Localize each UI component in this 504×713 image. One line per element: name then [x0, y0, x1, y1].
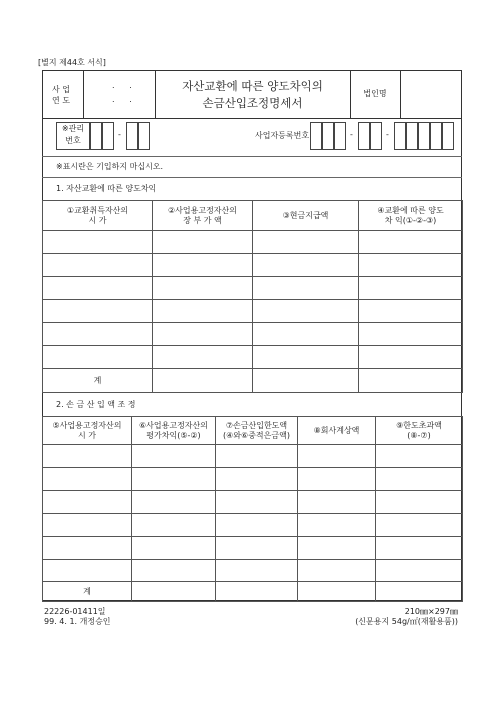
section1-header-row [43, 201, 463, 231]
col-header-6: ⑥사업용고정자산의 평가차익(⑤-②) [132, 417, 216, 445]
header-divider [83, 70, 84, 118]
col-header-9: ⑨한도초과액 (⑧-⑦) [376, 417, 463, 445]
section1-total-row [43, 369, 463, 393]
notice-text: ※표시란은 기입하지 마십시오. [56, 162, 164, 171]
table-row [43, 560, 463, 582]
mgmt-number-cell[interactable] [90, 122, 102, 150]
biz-reg-cell[interactable] [370, 122, 382, 150]
total-label: 계 [43, 582, 132, 602]
dash: - [386, 130, 389, 139]
divider [42, 177, 462, 178]
col-header-2: ②사업용고정자산의 장 부 가 액 [153, 201, 253, 231]
corp-name-field[interactable] [401, 71, 461, 118]
col-header-4: ④교환에 따른 양도 차 익(①-②-③) [359, 201, 463, 231]
table-row [43, 346, 463, 369]
biz-reg-cell[interactable] [442, 122, 454, 150]
table-row [43, 300, 463, 323]
section2-table [42, 416, 463, 602]
mgmt-number-label: 번호 [65, 136, 81, 145]
biz-reg-cell[interactable] [358, 122, 370, 150]
biz-reg-cell[interactable] [430, 122, 442, 150]
col-header-5: ⑤사업용고정자산의 시 가 [43, 417, 132, 445]
table-row [43, 231, 463, 254]
col-header-7: ⑦손금산입한도액 (④와⑥중적은금액) [216, 417, 298, 445]
total-label: 계 [43, 369, 153, 393]
section1-title: 1. 자산교환에 따른 양도차익 [56, 184, 157, 193]
biz-reg-cell[interactable] [418, 122, 430, 150]
biz-reg-cell[interactable] [334, 122, 346, 150]
section2-header-row [43, 417, 463, 445]
paper-type: (신문용지 54g/㎡(재활용품)) [355, 617, 458, 626]
col-header-8: ⑧회사계상액 [298, 417, 376, 445]
year-label: 사 업 [52, 85, 70, 94]
dash: - [350, 130, 353, 139]
form-title-line2: 손금산입조정명세서 [202, 96, 303, 110]
biz-reg-cell[interactable] [394, 122, 406, 150]
form-title-line1: 자산교환에 따른 양도차익의 [182, 79, 323, 93]
biz-reg-cell[interactable] [406, 122, 418, 150]
mgmt-number-cell[interactable] [138, 122, 150, 150]
form-code: 22226-01411일 [44, 607, 106, 616]
section1-table [42, 200, 463, 393]
paper-size: 210㎜×297㎜ [404, 607, 458, 616]
biz-reg-cell[interactable] [310, 122, 322, 150]
mgmt-number-cell[interactable] [126, 122, 138, 150]
year-start-field[interactable]: . . [112, 81, 138, 90]
table-row [43, 514, 463, 537]
section2-total-row [43, 582, 463, 602]
biz-reg-cell[interactable] [322, 122, 334, 150]
dash: - [118, 130, 121, 139]
header-divider [42, 118, 462, 119]
approval-date: 99. 4. 1. 개정승인 [44, 617, 111, 626]
table-row [43, 537, 463, 560]
biz-reg-label: 사업자등록번호 [255, 131, 310, 140]
corp-name-label: 법인명 [363, 89, 387, 98]
table-row [43, 491, 463, 514]
mgmt-number-label: ※관리 [61, 124, 85, 133]
year-end-field[interactable]: . . [112, 95, 138, 104]
table-row [43, 323, 463, 346]
year-label: 연 도 [52, 96, 70, 105]
mgmt-number-cell[interactable] [102, 122, 114, 150]
form-label: [별지 제44호 서식] [38, 58, 106, 67]
col-header-1: ①교환취득자산의 시 가 [43, 201, 153, 231]
col-header-3: ③현금지급액 [253, 201, 359, 231]
table-row [43, 277, 463, 300]
divider [42, 156, 462, 157]
table-row [43, 254, 463, 277]
table-row [43, 445, 463, 468]
section2-title: 2. 손 금 산 입 액 조 정 [56, 400, 136, 409]
table-row [43, 468, 463, 491]
